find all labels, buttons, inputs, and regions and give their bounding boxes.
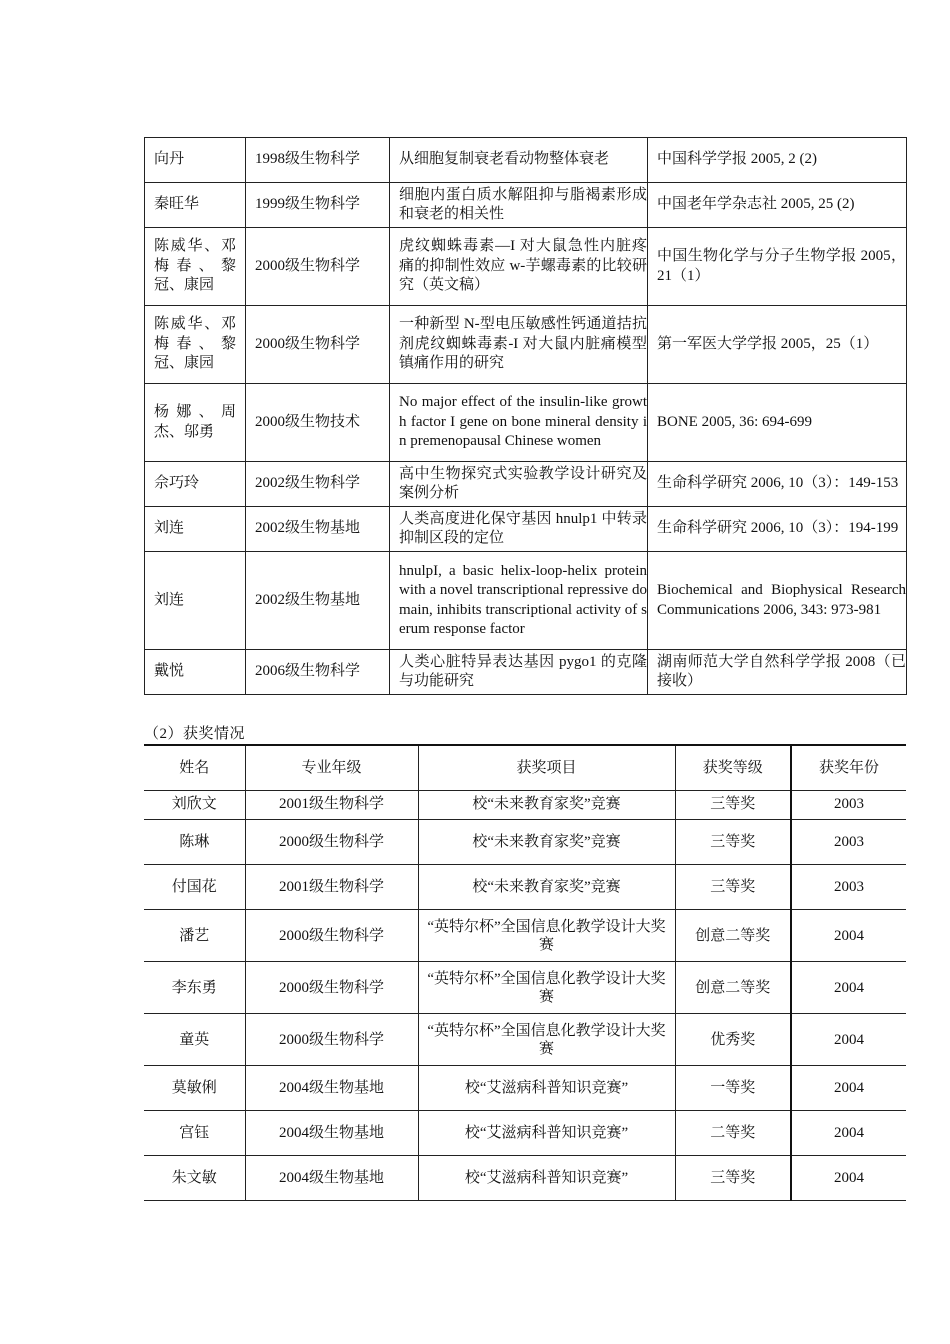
major-cell: 2001级生物科学 [245,791,418,820]
name-cell: 付国花 [144,865,245,910]
award-level-cell: 三等奖 [675,1156,791,1201]
table-row [144,865,906,910]
paper-title-cell: 人类高度进化保守基因 hnulp1 中转录抑制区段的定位 [390,507,648,552]
table-row [145,138,907,183]
header-major: 专业年级 [245,745,418,791]
table-row [144,820,906,865]
major-cell: 2004级生物基地 [245,1111,418,1156]
author-cell: 陈威华、邓梅春、黎冠、康园 [145,306,246,384]
paper-title-cell: 从细胞复制衰老看动物整体衰老 [390,138,648,183]
journal-cell: 中国生物化学与分子生物学报 2005，21（1） [648,228,907,306]
table-row [145,228,907,306]
paper-title-cell: 人类心脏特异表达基因 pygo1 的克隆与功能研究 [390,650,648,695]
table-row [145,384,907,462]
table-row [145,462,907,507]
major-cell: 2002级生物科学 [246,462,390,507]
major-cell: 2000级生物科学 [245,1014,418,1066]
header-award-year: 获奖年份 [791,745,906,791]
major-cell: 2002级生物基地 [246,507,390,552]
award-year-cell: 2003 [791,865,906,910]
major-cell: 1998级生物科学 [246,138,390,183]
major-cell: 2000级生物技术 [246,384,390,462]
table-row [144,1066,906,1111]
table-row [144,791,906,820]
name-cell: 朱文敏 [144,1156,245,1201]
journal-cell: 湖南师范大学自然科学学报 2008（已接收） [648,650,907,695]
award-item-cell: 校“未来教育家奖”竞赛 [418,865,675,910]
award-level-cell: 二等奖 [675,1111,791,1156]
table-row [145,507,907,552]
table-row [145,552,907,650]
major-cell: 2004级生物基地 [245,1156,418,1201]
award-item-cell: 校“艾滋病科普知识竞赛” [418,1111,675,1156]
journal-cell: 中国老年学杂志社 2005, 25 (2) [648,183,907,228]
award-item-cell: 校“艾滋病科普知识竞赛” [418,1066,675,1111]
award-level-cell: 三等奖 [675,865,791,910]
name-cell: 刘欣文 [144,791,245,820]
header-name: 姓名 [144,745,245,791]
award-item-cell: 校“未来教育家奖”竞赛 [418,820,675,865]
paper-title-cell: No major effect of the insulin-like growth factor I gene on bone mineral density in premenopausal Chinese women [390,384,648,462]
award-level-cell: 创意二等奖 [675,910,791,962]
major-cell: 2001级生物科学 [245,865,418,910]
table-row [145,650,907,695]
award-year-cell: 2004 [791,1066,906,1111]
award-year-cell: 2004 [791,1014,906,1066]
journal-cell: 中国科学学报 2005, 2 (2) [648,138,907,183]
award-item-cell: “英特尔杯”全国信息化教学设计大奖赛 [418,910,675,962]
name-cell: 李东勇 [144,962,245,1014]
award-year-cell: 2004 [791,1111,906,1156]
major-cell: 2002级生物基地 [246,552,390,650]
major-cell: 2000级生物科学 [246,306,390,384]
name-cell: 陈琳 [144,820,245,865]
award-item-cell: “英特尔杯”全国信息化教学设计大奖赛 [418,1014,675,1066]
author-cell: 戴悦 [145,650,246,695]
publications-table [144,137,907,695]
name-cell: 莫敏俐 [144,1066,245,1111]
award-year-cell: 2003 [791,791,906,820]
journal-cell: BONE 2005, 36: 694-699 [648,384,907,462]
header-award-level: 获奖等级 [675,745,791,791]
paper-title-cell: 虎纹蜘蛛毒素—I 对大鼠急性内脏疼痛的抑制性效应 w-芋螺毒素的比较研究（英文稿） [390,228,648,306]
major-cell: 2006级生物科学 [246,650,390,695]
major-cell: 2000级生物科学 [245,910,418,962]
major-cell: 1999级生物科学 [246,183,390,228]
table-row [144,910,906,962]
table-row [145,306,907,384]
table-row [144,1156,906,1201]
name-cell: 宫钰 [144,1111,245,1156]
award-item-cell: 校“未来教育家奖”竞赛 [418,791,675,820]
major-cell: 2000级生物科学 [245,820,418,865]
major-cell: 2004级生物基地 [245,1066,418,1111]
author-cell: 向丹 [145,138,246,183]
author-cell: 刘连 [145,552,246,650]
journal-cell: 生命科学研究 2006, 10（3）：149-153 [648,462,907,507]
journal-cell: Biochemical and Biophysical Research Communications 2006, 343: 973-981 [648,552,907,650]
award-level-cell: 一等奖 [675,1066,791,1111]
paper-title-cell: hnulpI, a basic helix-loop-helix protein with a novel transcriptional repressive domain, inhibits transcriptional activity of serum response factor [390,552,648,650]
table-row [144,962,906,1014]
author-cell: 陈威华、邓梅春、黎冠、康园 [145,228,246,306]
award-level-cell: 优秀奖 [675,1014,791,1066]
award-level-cell: 三等奖 [675,791,791,820]
header-award-item: 获奖项目 [418,745,675,791]
awards-section-title: （2）获奖情况 [144,726,246,742]
author-cell: 佘巧玲 [145,462,246,507]
author-cell: 杨娜、周杰、邬勇 [145,384,246,462]
major-cell: 2000级生物科学 [246,228,390,306]
awards-table [144,744,906,1201]
name-cell: 潘艺 [144,910,245,962]
table-row [144,1014,906,1066]
award-level-cell: 三等奖 [675,820,791,865]
award-item-cell: 校“艾滋病科普知识竞赛” [418,1156,675,1201]
author-cell: 刘连 [145,507,246,552]
award-year-cell: 2004 [791,910,906,962]
award-year-cell: 2003 [791,820,906,865]
paper-title-cell: 一种新型 N-型电压敏感性钙通道拮抗剂虎纹蜘蛛毒素-I 对大鼠内脏痛模型镇痛作用的研究 [390,306,648,384]
paper-title-cell: 细胞内蛋白质水解阻抑与脂褐素形成和衰老的相关性 [390,183,648,228]
header-row [144,745,906,791]
name-cell: 童英 [144,1014,245,1066]
table-row [144,1111,906,1156]
table-row [145,183,907,228]
journal-cell: 第一军医大学学报 2005，25（1） [648,306,907,384]
award-year-cell: 2004 [791,1156,906,1201]
author-cell: 秦旺华 [145,183,246,228]
paper-title-cell: 高中生物探究式实验教学设计研究及案例分析 [390,462,648,507]
major-cell: 2000级生物科学 [245,962,418,1014]
award-year-cell: 2004 [791,962,906,1014]
award-level-cell: 创意二等奖 [675,962,791,1014]
journal-cell: 生命科学研究 2006, 10（3）：194-199 [648,507,907,552]
award-item-cell: “英特尔杯”全国信息化教学设计大奖赛 [418,962,675,1014]
